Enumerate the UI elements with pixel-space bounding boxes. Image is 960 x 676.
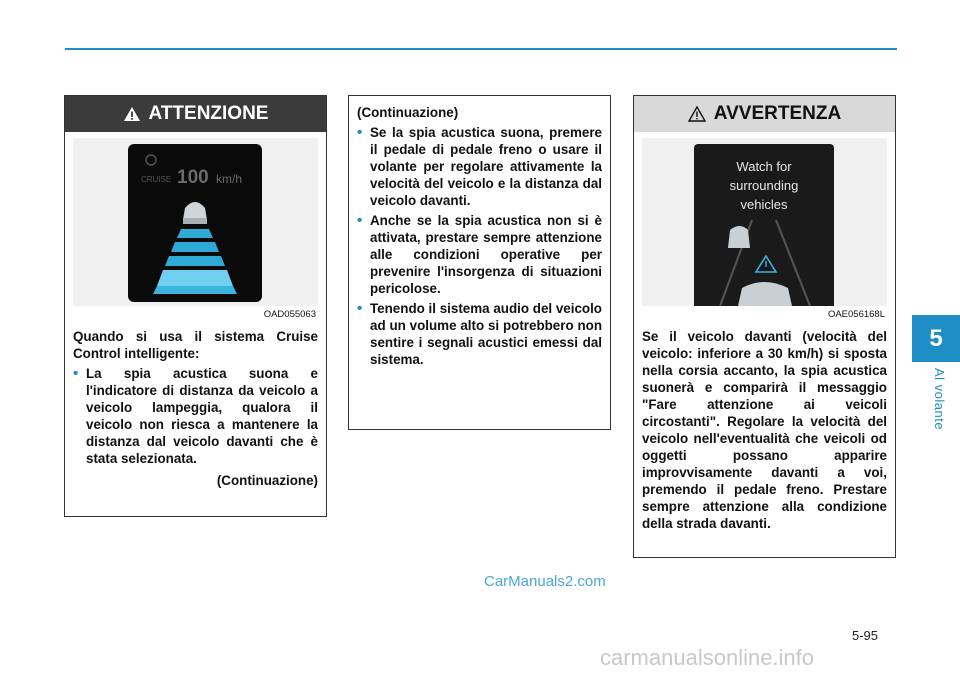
bullet-item: • Tenendo il sistema audio del veicolo ad un volume alto si potrebbero non sentire i segnali acustici emessi dal sistema. [357,300,602,368]
attenzione-intro: Quando si usa il sistema Cruise Control intelligente: [73,329,318,361]
continuation-box [348,95,611,430]
carmanuals-watermark[interactable]: CarManuals2.com [484,573,606,590]
continued-label: (Continuazione) [357,105,459,120]
warning-icon [123,106,141,122]
attenzione-title: ATTENZIONE [148,103,269,124]
continuation-bullets [357,124,602,368]
set-speed: 100 [177,167,209,188]
watch-line-3: vehicles [740,197,788,212]
chapter-title: Al volante [932,368,947,431]
bullet-item: • La spia acustica suona e l'indicatore di distanza da veicolo a veicolo lampeggia, qualora il veicolo non riesca a mantenere la distanza dal veicolo davanti che è stata selezionata. [73,365,318,467]
cluster-figure [73,138,318,320]
chapter-tab [912,315,960,362]
avvertenza-box [633,95,896,558]
avvertenza-title: AVVERTENZA [713,103,842,124]
watch-figure [642,138,887,320]
watch-line-1: Watch for [736,159,792,174]
attenzione-bullets [73,365,318,467]
bullet-item: • Anche se la spia acustica non si è attivata, prestare sempre attenzione alle condizioni operative per prevenire l'insorgenza di situazioni pericolose. [357,212,602,297]
attenzione-box [64,95,327,517]
bullet-item: • Se la spia acustica suona, premere il pedale di pedale freno o usare il volante per regolare attivamente la velocità del veicolo e la distanza dal veicolo davanti. [357,124,602,209]
page-number: 5-95 [852,628,879,643]
cluster-display-image [73,138,318,306]
avvertenza-text: Se il veicolo davanti (velocità del veicolo: inferiore a 30 km/h) si sposta nella corsia accanto, la spia acustica suonerà e comparirà il messaggio "Fare attenzione ai veicoli circostanti". Regolare la velocità del veicolo nell'eventualità che veicoli od oggetti possano apparire improvvisamente davanti a voi, premendo il pedale freno. Prestare sempre attenzione alla condizione della strada davanti. [642,329,887,531]
continued-label: (Continuazione) [216,473,318,488]
warning-icon [688,106,706,122]
watch-line-2: surrounding [729,178,799,193]
speed-unit: km/h [216,172,243,186]
site-watermark[interactable]: carmanualsonline.info [600,645,815,670]
avvertenza-header [634,96,895,132]
avvertenza-content [634,328,895,532]
continuation-content [349,96,610,368]
figure-code: OAD055063 [263,309,316,320]
attenzione-content [65,328,326,489]
cruise-label: CRUISE [141,175,172,184]
chapter-number: 5 [929,324,943,352]
watch-vehicles-image [642,138,887,306]
top-rule [65,48,897,50]
figure-code: OAE056168L [827,309,885,320]
attenzione-header [65,96,326,132]
